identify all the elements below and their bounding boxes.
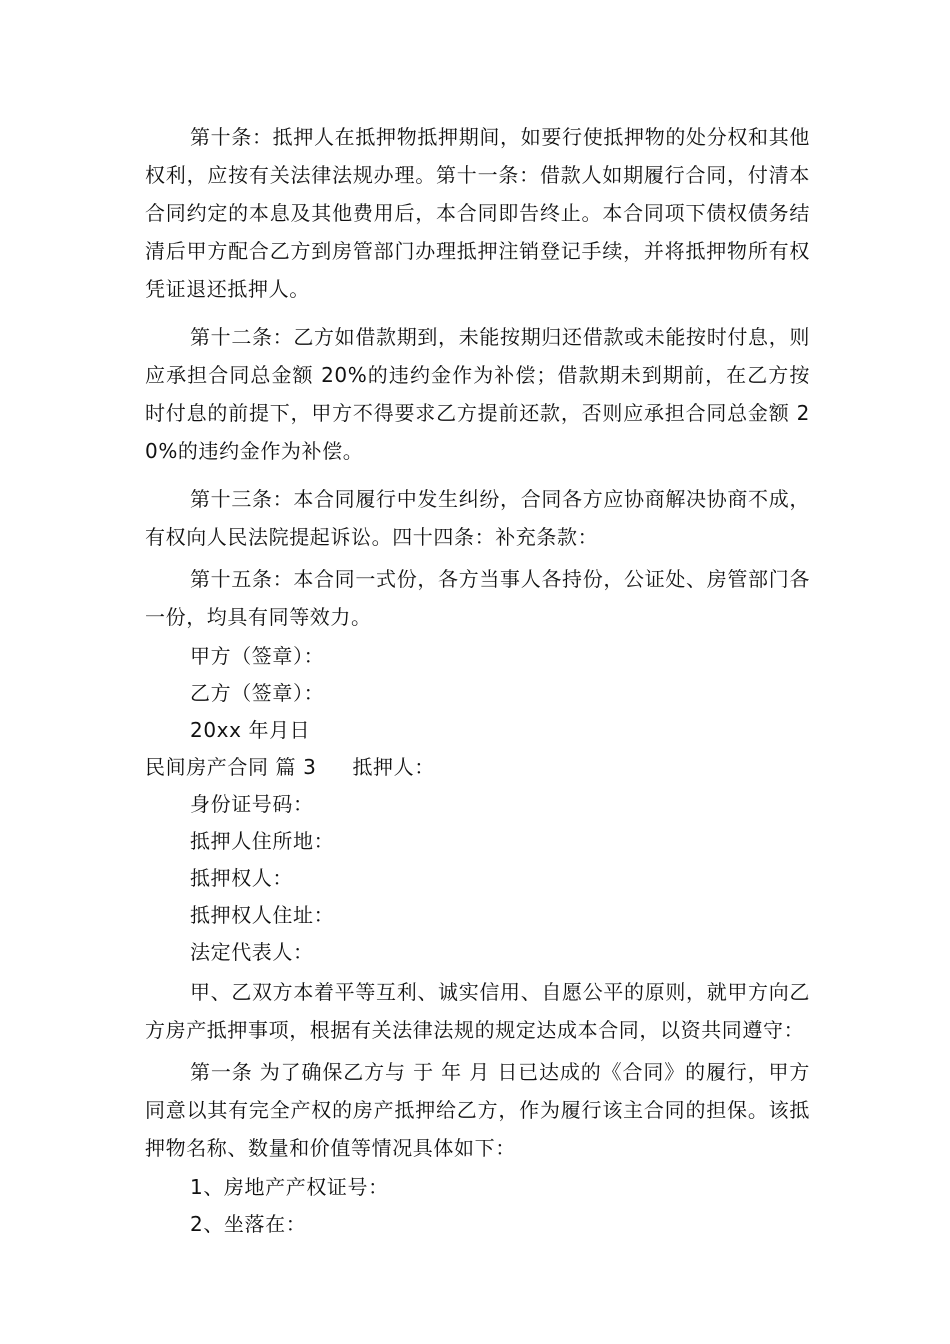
field-legal-representative: 法定代表人： [190,940,314,964]
article-one: 第一条 为了确保乙方与 于 年 月 日已达成的《合同》的履行，甲方同意以其有完全产权的房产抵押给乙方，作为履行该主合同的担保。该抵押物名称、数量和价值等情况具体如下： [145,1060,810,1160]
party-b-signature: 乙方（签章）： [190,681,325,705]
item-property-certificate: 1、房地产产权证号： [190,1175,389,1199]
field-id-number: 身份证号码： [190,792,314,816]
field-mortgagee: 抵押权人： [190,866,293,890]
mortgagor-label: 抵押人： [352,755,435,779]
clause-15: 第十五条：本合同一式份，各方当事人各持份，公证处、房管部门各一份，均具有同等效力。 [145,567,810,629]
clause-13-14: 第十三条：本合同履行中发生纠纷，合同各方应协商解决协商不成，有权向人民法院提起诉讼。四十四条：补充条款： [145,487,810,549]
item-location: 2、坐落在： [190,1212,307,1236]
intro-paragraph: 甲、乙双方本着平等互利、诚实信用、自愿公平的原则，就甲方向乙方房产抵押事项，根据有关法律法规的规定达成本合同，以资共同遵守： [145,980,810,1042]
clause-10-11: 第十条：抵押人在抵押物抵押期间，如要行使抵押物的处分权和其他权利，应按有关法律法规办理。第十一条：借款人如期履行合同，付清本合同约定的本息及其他费用后，本合同即告终止。本合同项下债权债务结清后甲方配合乙方到房管部门办理抵押注销登记手续，并将抵押物所有权凭证退还抵押人。 [145,125,810,301]
field-mortgagor-address: 抵押人住所地： [190,829,335,853]
field-mortgagee-address: 抵押权人住址： [190,903,335,927]
section-title: 民间房产合同 篇 3 [145,755,317,779]
section-heading-row [145,751,810,783]
date-line: 20xx 年月日 [190,718,311,742]
clause-12: 第十二条：乙方如借款期到，未能按期归还借款或未能按时付息，则应承担合同总金额 20%的违约金作为补偿；借款期未到期前，在乙方按时付息的前提下，甲方不得要求乙方提前还款，否则应承担合同总金额 20%的违约金作为补偿。 [145,325,810,463]
party-a-signature: 甲方（签章）： [190,644,325,668]
document-body [145,118,810,1245]
